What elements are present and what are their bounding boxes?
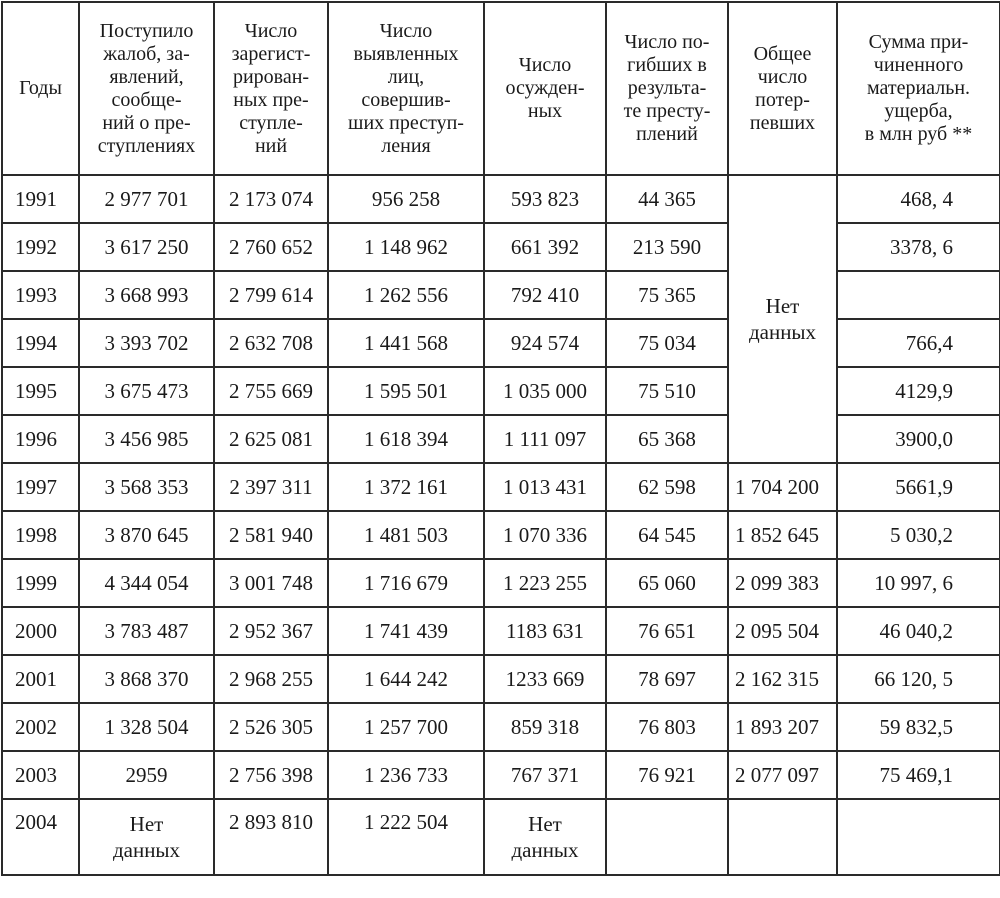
header-killed: Число по- гибших в результа- те престу- плений: [606, 2, 728, 175]
convicted-cell: 1 223 255: [484, 559, 606, 607]
killed-cell: 65 368: [606, 415, 728, 463]
complaints-no-data-cell: Нет данных: [79, 799, 214, 875]
year-cell: 1991: [2, 175, 79, 223]
damage-cell: 468, 4: [837, 175, 1000, 223]
persons-cell: 1 481 503: [328, 511, 484, 559]
damage-cell: [837, 271, 1000, 319]
registered-cell: 2 173 074: [214, 175, 328, 223]
killed-cell: 76 651: [606, 607, 728, 655]
year-cell: 1994: [2, 319, 79, 367]
victims-no-data-cell: Нет данных: [728, 175, 837, 463]
header-complaints: Поступило жалоб, за- явлений, сообще- ний о пре- ступлениях: [79, 2, 214, 175]
header-convicted: Число осужден- ных: [484, 2, 606, 175]
persons-cell: 1 222 504: [328, 799, 484, 875]
killed-cell: 78 697: [606, 655, 728, 703]
header-row: [2, 2, 1000, 175]
convicted-cell: 1 013 431: [484, 463, 606, 511]
victims-cell: 2 099 383: [728, 559, 837, 607]
damage-cell: 3378, 6: [837, 223, 1000, 271]
complaints-cell: 3 870 645: [79, 511, 214, 559]
convicted-cell: 1233 669: [484, 655, 606, 703]
killed-cell: 75 034: [606, 319, 728, 367]
table-row: [2, 415, 1000, 463]
year-cell: 2003: [2, 751, 79, 799]
convicted-no-data-cell: Нет данных: [484, 799, 606, 875]
complaints-cell: 2959: [79, 751, 214, 799]
damage-cell: 46 040,2: [837, 607, 1000, 655]
persons-cell: 956 258: [328, 175, 484, 223]
table-row: [2, 175, 1000, 223]
persons-cell: 1 148 962: [328, 223, 484, 271]
killed-cell: 65 060: [606, 559, 728, 607]
convicted-cell: 1183 631: [484, 607, 606, 655]
convicted-cell: 661 392: [484, 223, 606, 271]
killed-cell: 76 921: [606, 751, 728, 799]
convicted-cell: 924 574: [484, 319, 606, 367]
registered-cell: 2 760 652: [214, 223, 328, 271]
damage-cell: 4129,9: [837, 367, 1000, 415]
persons-cell: 1 262 556: [328, 271, 484, 319]
table-row: [2, 223, 1000, 271]
persons-cell: 1 644 242: [328, 655, 484, 703]
complaints-cell: 3 568 353: [79, 463, 214, 511]
victims-cell: 2 077 097: [728, 751, 837, 799]
year-cell: 1998: [2, 511, 79, 559]
damage-cell: 5661,9: [837, 463, 1000, 511]
table-row: [2, 367, 1000, 415]
killed-cell: 62 598: [606, 463, 728, 511]
victims-cell: 1 704 200: [728, 463, 837, 511]
persons-cell: 1 618 394: [328, 415, 484, 463]
persons-cell: 1 716 679: [328, 559, 484, 607]
damage-cell: 3900,0: [837, 415, 1000, 463]
registered-cell: 2 952 367: [214, 607, 328, 655]
header-registered-crimes: Число зарегист- рирован- ных пре- ступле- ний: [214, 2, 328, 175]
persons-cell: 1 741 439: [328, 607, 484, 655]
table-row: [2, 751, 1000, 799]
year-cell: 1995: [2, 367, 79, 415]
convicted-cell: 792 410: [484, 271, 606, 319]
victims-cell: [728, 799, 837, 875]
damage-cell: 66 120, 5: [837, 655, 1000, 703]
persons-cell: 1 257 700: [328, 703, 484, 751]
crime-statistics-table: [1, 1, 1000, 876]
registered-cell: 3 001 748: [214, 559, 328, 607]
persons-cell: 1 595 501: [328, 367, 484, 415]
persons-cell: 1 372 161: [328, 463, 484, 511]
complaints-cell: 3 456 985: [79, 415, 214, 463]
registered-cell: 2 397 311: [214, 463, 328, 511]
victims-cell: 2 095 504: [728, 607, 837, 655]
header-identified-persons: Число выявленных лиц, совершив- ших преступ- ления: [328, 2, 484, 175]
complaints-cell: 3 668 993: [79, 271, 214, 319]
convicted-cell: 859 318: [484, 703, 606, 751]
killed-cell: 44 365: [606, 175, 728, 223]
header-years: Годы: [2, 2, 79, 175]
year-cell: 1993: [2, 271, 79, 319]
header-victims: Общее число потер- певших: [728, 2, 837, 175]
year-cell: 2000: [2, 607, 79, 655]
registered-cell: 2 581 940: [214, 511, 328, 559]
killed-cell: 64 545: [606, 511, 728, 559]
killed-cell: [606, 799, 728, 875]
complaints-cell: 1 328 504: [79, 703, 214, 751]
convicted-cell: 1 111 097: [484, 415, 606, 463]
header-material-damage: Сумма при- чиненного материальн. ущерба, в млн руб **: [837, 2, 1000, 175]
complaints-cell: 2 977 701: [79, 175, 214, 223]
damage-cell: 766,4: [837, 319, 1000, 367]
victims-cell: 1 852 645: [728, 511, 837, 559]
damage-cell: 10 997, 6: [837, 559, 1000, 607]
killed-cell: 213 590: [606, 223, 728, 271]
registered-cell: 2 526 305: [214, 703, 328, 751]
registered-cell: 2 625 081: [214, 415, 328, 463]
killed-cell: 76 803: [606, 703, 728, 751]
registered-cell: 2 756 398: [214, 751, 328, 799]
victims-cell: 1 893 207: [728, 703, 837, 751]
table-row: [2, 799, 1000, 875]
persons-cell: 1 236 733: [328, 751, 484, 799]
registered-cell: 2 799 614: [214, 271, 328, 319]
registered-cell: 2 632 708: [214, 319, 328, 367]
registered-cell: 2 755 669: [214, 367, 328, 415]
table-row: [2, 559, 1000, 607]
table-row: [2, 607, 1000, 655]
year-cell: 1996: [2, 415, 79, 463]
damage-cell: [837, 799, 1000, 875]
registered-cell: 2 893 810: [214, 799, 328, 875]
killed-cell: 75 510: [606, 367, 728, 415]
year-cell: 1999: [2, 559, 79, 607]
damage-cell: 75 469,1: [837, 751, 1000, 799]
complaints-cell: 3 675 473: [79, 367, 214, 415]
year-cell: 2004: [2, 799, 79, 875]
year-cell: 1992: [2, 223, 79, 271]
damage-cell: 5 030,2: [837, 511, 1000, 559]
complaints-cell: 3 783 487: [79, 607, 214, 655]
killed-cell: 75 365: [606, 271, 728, 319]
complaints-cell: 3 868 370: [79, 655, 214, 703]
victims-cell: 2 162 315: [728, 655, 837, 703]
table-row: [2, 463, 1000, 511]
table-row: [2, 511, 1000, 559]
persons-cell: 1 441 568: [328, 319, 484, 367]
damage-cell: 59 832,5: [837, 703, 1000, 751]
year-cell: 1997: [2, 463, 79, 511]
complaints-cell: 4 344 054: [79, 559, 214, 607]
complaints-cell: 3 617 250: [79, 223, 214, 271]
year-cell: 2001: [2, 655, 79, 703]
convicted-cell: 593 823: [484, 175, 606, 223]
table-row: [2, 703, 1000, 751]
convicted-cell: 767 371: [484, 751, 606, 799]
convicted-cell: 1 070 336: [484, 511, 606, 559]
registered-cell: 2 968 255: [214, 655, 328, 703]
convicted-cell: 1 035 000: [484, 367, 606, 415]
table-row: [2, 271, 1000, 319]
table-row: [2, 655, 1000, 703]
year-cell: 2002: [2, 703, 79, 751]
complaints-cell: 3 393 702: [79, 319, 214, 367]
table-row: [2, 319, 1000, 367]
